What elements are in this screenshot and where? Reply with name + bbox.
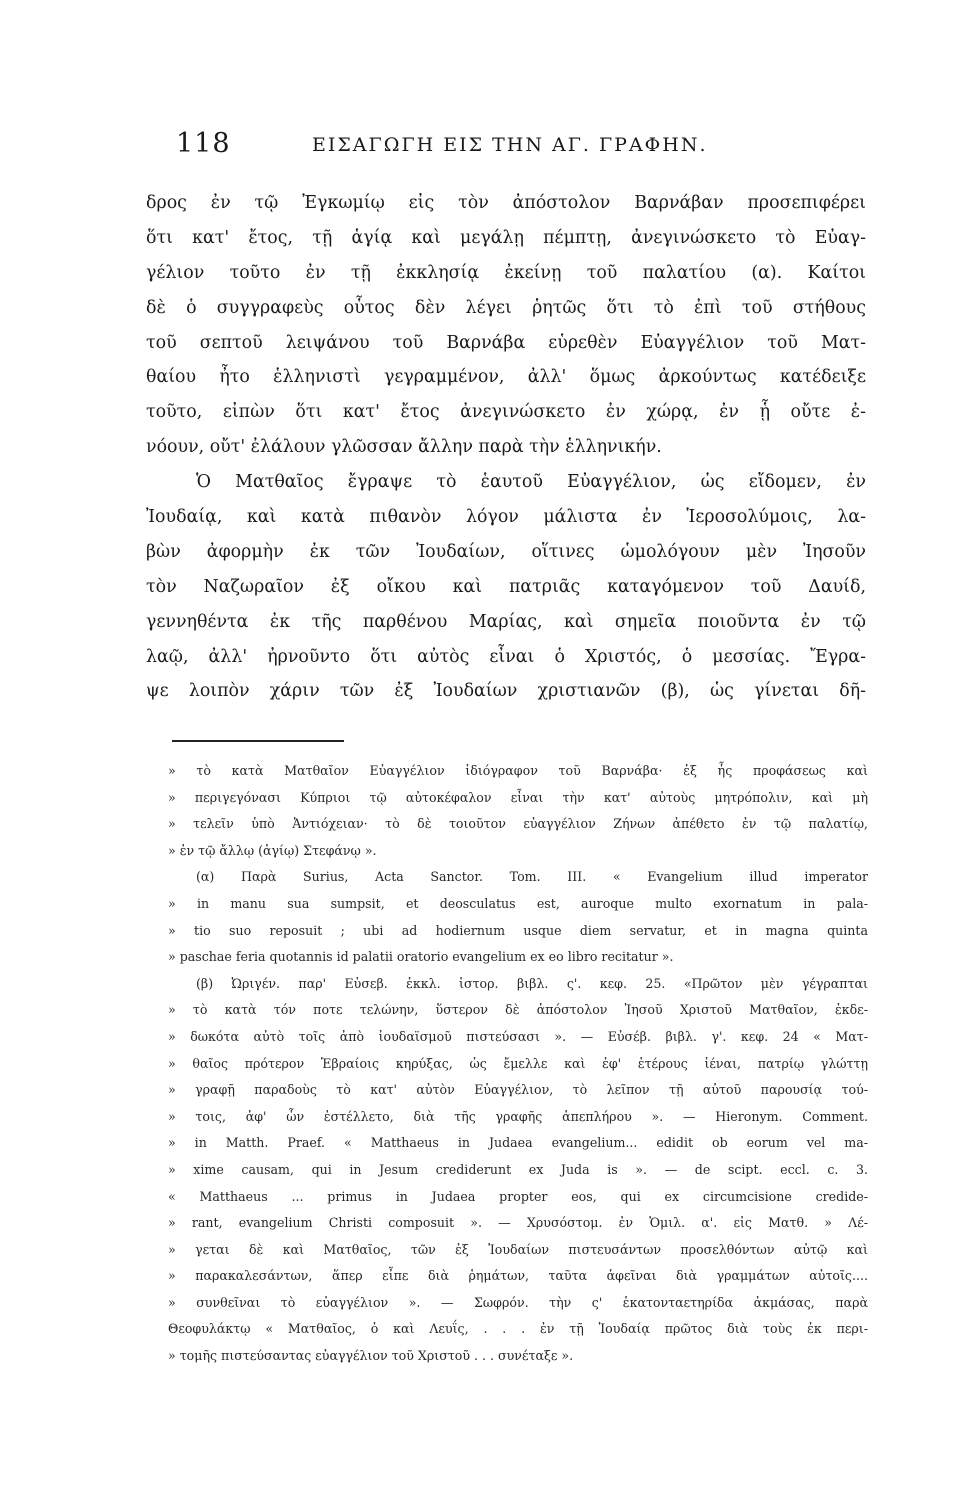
text-line: βὼν ἀφορμὴν ἐκ τῶν Ἰουδαίων, οἵτινες ὡμολόγουν μὲν Ἰησοῦν xyxy=(146,541,866,562)
text-line: δὲ ὁ συγγραφεὺς οὗτος δὲν λέγει ῥητῶς ὅτι τὸ ἐπὶ τοῦ στήθους xyxy=(146,297,866,318)
text-line: τοῦτο, εἰπὼν ὅτι κατ' ἔτος ἀνεγινώσκετο ἐν χώρᾳ, ἐν ᾗ οὔτε ἐ- xyxy=(146,402,866,423)
footnote-line: » rant, evangelium Christi composuit ». — Χρυσόστομ. ἐν Ὁμιλ. α'. εἰς Ματθ. » Λέ- xyxy=(168,1215,868,1231)
text-line: ψε λοιπὸν χάριν τῶν ἐξ Ἰουδαίων χριστιανῶν (β), ὡς γίνεται δῆ- xyxy=(146,681,866,702)
footnote-line: » τὸ κατὰ τόν ποτε τελώνην, ὕστερον δὲ ἀπόστολον Ἰησοῦ Χριστοῦ Ματθαῖον, ἐκδε- xyxy=(168,1002,868,1018)
footnote-line: » in manu sua sumpsit, et deosculatus est, auroque multo exornatum in pala- xyxy=(168,895,868,911)
text-line: δρος ἐν τῷ Ἐγκωμίῳ εἰς τὸν ἀπόστολον Βαρνάβαν προσεπιφέρει xyxy=(146,193,866,213)
running-title: ΕΙΣΑΓΩΓΗ ΕΙΣ ΤΗΝ ΑΓ. ΓΡΑΦΗΝ. xyxy=(312,134,708,156)
text-line: γεννηθέντα ἐκ τῆς παρθένου Μαρίας, καὶ σημεῖα ποιοῦντα ἐν τῷ xyxy=(146,611,866,632)
footnote-line: » τομῆς πιστεύσαντας εὐαγγέλιον τοῦ Χριστοῦ . . . συνέταξε ». xyxy=(168,1348,574,1364)
text-line: νόουν, οὔτ' ἐλάλουν γλῶσσαν ἄλλην παρὰ τὴν ἑλληνικήν. xyxy=(146,437,662,458)
footnotes xyxy=(168,758,868,1370)
text-line: τοῦ σεπτοῦ λειψάνου τοῦ Βαρνάβα εὑρεθὲν Εὐαγγέλιον τοῦ Ματ- xyxy=(146,332,866,353)
text-line: τὸν Ναζωραῖον ἐξ οἴκου καὶ πατριᾶς καταγόμενον τοῦ Δαυίδ, xyxy=(146,576,866,597)
footnote-line: » παρακαλεσάντων, ἅπερ εἶπε διὰ ῥημάτων, ταῦτα ἀφεῖναι διὰ γραμμάτων αὐτοῖς.... xyxy=(168,1268,868,1284)
footnote-divider xyxy=(172,740,344,742)
footnote-line: » τοις, ἀφ' ὧν ἐστέλλετο, διὰ τῆς γραφῆς ἀπεπλήρου ». — Hieronym. Comment. xyxy=(168,1108,868,1124)
footnote-line: » in Matth. Praef. « Matthaeus in Judaea evangelium... edidit ob eorum vel ma- xyxy=(168,1135,868,1151)
footnote-line: » xime causam, qui in Jesum crediderunt ex Juda is ». — de scipt. eccl. c. 3. xyxy=(168,1161,868,1177)
footnote-line: » δωκότα αὐτὸ τοῖς ἀπὸ ἰουδαϊσμοῦ πιστεύσασι ». — Εὐσέβ. βιβλ. γ'. κεφ. 24 « Ματ- xyxy=(168,1028,868,1044)
footnote-line: » γραφῇ παραδοὺς τὸ κατ' αὐτὸν Εὐαγγέλιον, τὸ λεῖπον τῇ αὐτοῦ παρουσίᾳ τού- xyxy=(168,1082,868,1098)
footnote-line: » ἐν τῷ ἄλλῳ (ἁγίῳ) Στεφάνῳ ». xyxy=(168,842,377,858)
footnote-line: » συνθεῖναι τὸ εὐαγγέλιον ». — Σωφρόν. τὴν ς' ἑκατονταετηρίδα ἀκμάσας, παρὰ xyxy=(168,1294,868,1310)
page-header xyxy=(176,128,876,168)
page-number: 118 xyxy=(176,128,231,159)
footnote-line: » tio suo reposuit ; ubi ad hodiernum usque diem servatur, et in magna quinta xyxy=(168,922,868,938)
paragraph-start-line: Ὁ Ματθαῖος ἔγραψε τὸ ἑαυτοῦ Εὐαγγέλιον, ὡς εἴδομεν, ἐν xyxy=(196,472,866,493)
text-line: γέλιον τοῦτο ἐν τῇ ἐκκλησίᾳ ἐκείνῃ τοῦ παλατίου (α). Καίτοι xyxy=(146,262,866,283)
text-line: Ἰουδαίᾳ, καὶ κατὰ πιθανὸν λόγον μάλιστα ἐν Ἱεροσολύμοις, λα- xyxy=(146,507,866,528)
text-line: θαίου ἦτο ἑλληνιστὶ γεγραμμένον, ἀλλ' ὅμως ἀρκούντως κατέδειξε xyxy=(146,367,866,388)
footnote-a-start: (α) Παρὰ Surius, Acta Sanctor. Tom. III. « Evangelium illud imperator xyxy=(196,869,868,885)
main-text xyxy=(146,186,866,709)
footnote-line: » γεται δὲ καὶ Ματθαῖος, τῶν ἐξ Ἰουδαίων πιστευσάντων προσελθόντων αὐτῷ καὶ xyxy=(168,1241,868,1257)
text-line: λαῷ, ἀλλ' ἠρνοῦντο ὅτι αὐτὸς εἶναι ὁ Χριστός, ὁ μεσσίας. Ἔγρα- xyxy=(146,646,866,667)
footnote-line: » περιγεγόνασι Κύπριοι τῷ αὐτοκέφαλον εἶναι τὴν κατ' αὐτοὺς μητρόπολιν, καὶ μὴ xyxy=(168,789,868,805)
footnote-line: » θαῖος πρότερον Ἑβραίοις κηρύξας, ὡς ἔμελλε καὶ ἐφ' ἑτέρους ἰέναι, πατρίῳ γλώττῃ xyxy=(168,1055,868,1071)
footnote-line: » τελεῖν ὑπὸ Ἀντιόχειαν· τὸ δὲ τοιοῦτον εὐαγγέλιον Ζήνων ἀπέθετο ἐν τῷ παλατίῳ, xyxy=(168,816,868,832)
text-line: ὅτι κατ' ἔτος, τῇ ἁγίᾳ καὶ μεγάλῃ πέμπτῃ, ἀνεγινώσκετο τὸ Εὐαγ- xyxy=(146,227,866,248)
footnote-line: « Matthaeus ... primus in Judaea propter eos, qui ex circumcisione credide- xyxy=(168,1188,868,1204)
footnote-line: Θεοφυλάκτῳ « Ματθαῖος, ὁ καὶ Λευΐς, . . . ἐν τῇ Ἰουδαίᾳ πρῶτος διὰ τοὺς ἐκ περι- xyxy=(168,1321,868,1337)
footnote-line: » paschae feria quotannis id palatii oratorio evangelium ex eo libro recitatur ». xyxy=(168,949,674,965)
footnote-b-start: (β) Ὠριγέν. παρ' Εὐσεβ. ἐκκλ. ἱστορ. βιβλ. ς'. κεφ. 25. «Πρῶτον μὲν γέγραπται xyxy=(196,975,868,991)
footnote-line: » τὸ κατὰ Ματθαῖον Εὐαγγέλιον ἰδιόγραφον τοῦ Βαρνάβα· ἐξ ἧς προφάσεως καὶ xyxy=(168,763,868,778)
